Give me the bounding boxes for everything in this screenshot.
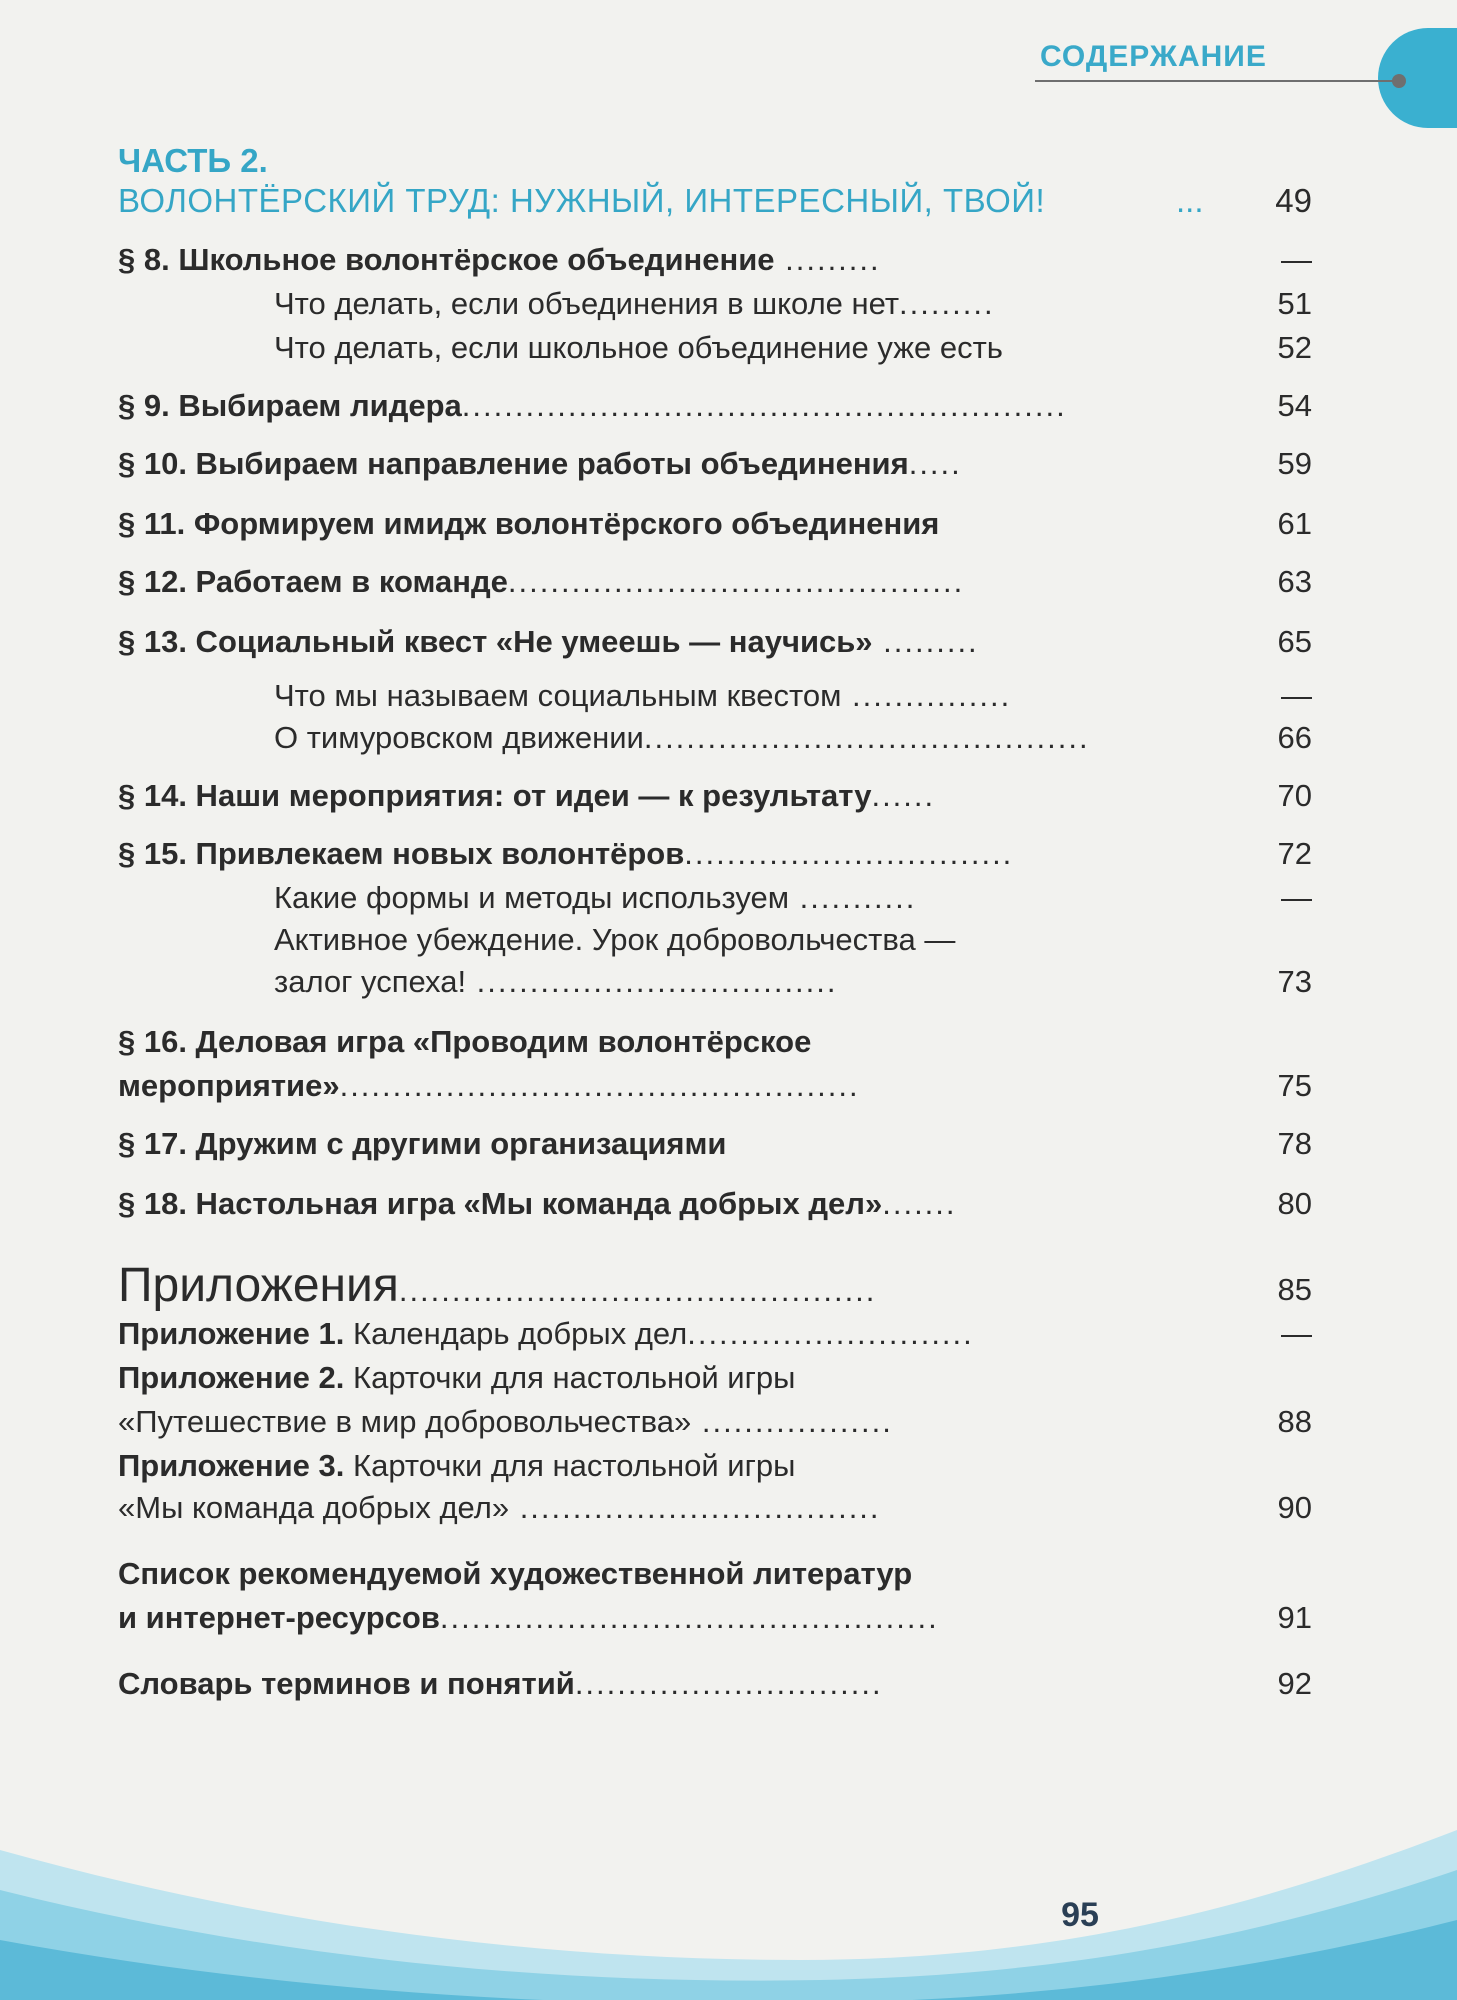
literature-entry[interactable]: Список рекомендуемой художественной литератур bbox=[118, 1556, 913, 1591]
toc-entry-14[interactable]: § 14. Наши мероприятия: от идеи — к результату...... bbox=[118, 778, 936, 813]
toc-entry-13[interactable]: § 13. Социальный квест «Не умеешь — научись» ......... bbox=[118, 624, 979, 659]
toc-page-12: 63 bbox=[1277, 564, 1312, 599]
appendix-2[interactable]: Приложение 2. Карточки для настольной игры bbox=[118, 1360, 796, 1395]
toc-subentry-cont[interactable]: залог успеха! .................................. bbox=[274, 964, 838, 999]
appendices-page: 85 bbox=[1277, 1272, 1312, 1307]
toc-entry-18[interactable]: § 18. Настольная игра «Мы команда добрых дел»....... bbox=[118, 1186, 957, 1221]
toc-subentry[interactable]: Активное убеждение. Урок добровольчества — bbox=[274, 922, 956, 957]
toc-entry-15[interactable]: § 15. Привлекаем новых волонтёров............................... bbox=[118, 836, 1014, 871]
toc-entry-10[interactable]: § 10. Выбираем направление работы объединения..... bbox=[118, 446, 962, 481]
glossary-entry[interactable]: Словарь терминов и понятий............................. bbox=[118, 1666, 883, 1701]
toc-page: 52 bbox=[1277, 330, 1312, 365]
toc-entry-12[interactable]: § 12. Работаем в команде........................................... bbox=[118, 564, 965, 599]
toc-page: 66 bbox=[1277, 720, 1312, 755]
literature-page: 91 bbox=[1277, 1600, 1312, 1635]
toc-page-8: — bbox=[1281, 242, 1312, 277]
toc-entry-16[interactable]: § 16. Деловая игра «Проводим волонтёрское bbox=[118, 1024, 812, 1059]
footer-wave bbox=[0, 1810, 1457, 2000]
toc-page: — bbox=[1281, 678, 1312, 713]
toc-page: 51 bbox=[1277, 286, 1312, 321]
part-title: ВОЛОНТЁРСКИЙ ТРУД: НУЖНЫЙ, ИНТЕРЕСНЫЙ, ТВОЙ! bbox=[118, 182, 1046, 219]
toc-entry-8[interactable]: § 8. Школьное волонтёрское объединение ......... bbox=[118, 242, 881, 277]
header-rule-dot bbox=[1392, 74, 1406, 88]
toc-subentry[interactable]: О тимуровском движении.......................................... bbox=[274, 720, 1090, 755]
toc-page-13: 65 bbox=[1277, 624, 1312, 659]
toc-page-18: 80 bbox=[1277, 1186, 1312, 1221]
part-dots: ... bbox=[1176, 182, 1204, 219]
toc-page-11: 61 bbox=[1277, 506, 1312, 541]
glossary-page: 92 bbox=[1277, 1666, 1312, 1701]
toc-page-14: 70 bbox=[1277, 778, 1312, 813]
appendix-3-cont[interactable]: «Мы команда добрых дел» .................................. bbox=[118, 1490, 881, 1525]
toc-entry-16-cont[interactable]: мероприятие»................................................. bbox=[118, 1068, 860, 1103]
toc-entry-9[interactable]: § 9. Выбираем лидера......................................................... bbox=[118, 388, 1067, 423]
section-title: СОДЕРЖАНИЕ bbox=[1040, 40, 1267, 73]
toc-subentry[interactable]: Какие формы и методы используем ........... bbox=[274, 880, 917, 915]
appendix-3-page: 90 bbox=[1277, 1490, 1312, 1525]
literature-entry-cont[interactable]: и интернет-ресурсов............................................... bbox=[118, 1600, 939, 1635]
appendix-3[interactable]: Приложение 3. Карточки для настольной игры bbox=[118, 1448, 796, 1483]
toc-entry-17[interactable]: § 17. Дружим с другими организациями bbox=[118, 1126, 727, 1161]
appendix-2-cont[interactable]: «Путешествие в мир добровольчества» .................. bbox=[118, 1404, 893, 1439]
toc-page-9: 54 bbox=[1277, 388, 1312, 423]
toc-page: 73 bbox=[1277, 964, 1312, 999]
toc-page-17: 78 bbox=[1277, 1126, 1312, 1161]
header-rule bbox=[1035, 80, 1395, 82]
header-tab-decoration bbox=[1378, 28, 1457, 128]
appendix-2-page: 88 bbox=[1277, 1404, 1312, 1439]
toc-page-10: 59 bbox=[1277, 446, 1312, 481]
toc-page-16: 75 bbox=[1277, 1068, 1312, 1103]
toc-subentry[interactable]: Что делать, если школьное объединение уже есть bbox=[274, 330, 1003, 365]
appendix-1[interactable]: Приложение 1. Календарь добрых дел........................... bbox=[118, 1316, 974, 1351]
part-page: 49 bbox=[1275, 182, 1312, 219]
page-number: 95 bbox=[1061, 1896, 1099, 1934]
appendix-1-page: — bbox=[1281, 1316, 1312, 1351]
toc-page-15: 72 bbox=[1277, 836, 1312, 871]
appendices-heading[interactable]: Приложения............................................. bbox=[118, 1259, 877, 1312]
toc-subentry[interactable]: Что мы называем социальным квестом ............... bbox=[274, 678, 1012, 713]
toc-page: — bbox=[1281, 880, 1312, 915]
toc-subentry[interactable]: Что делать, если объединения в школе нет......... bbox=[274, 286, 995, 321]
part-label: ЧАСТЬ 2. bbox=[118, 142, 268, 179]
toc-entry-11[interactable]: § 11. Формируем имидж волонтёрского объединения bbox=[118, 506, 940, 541]
